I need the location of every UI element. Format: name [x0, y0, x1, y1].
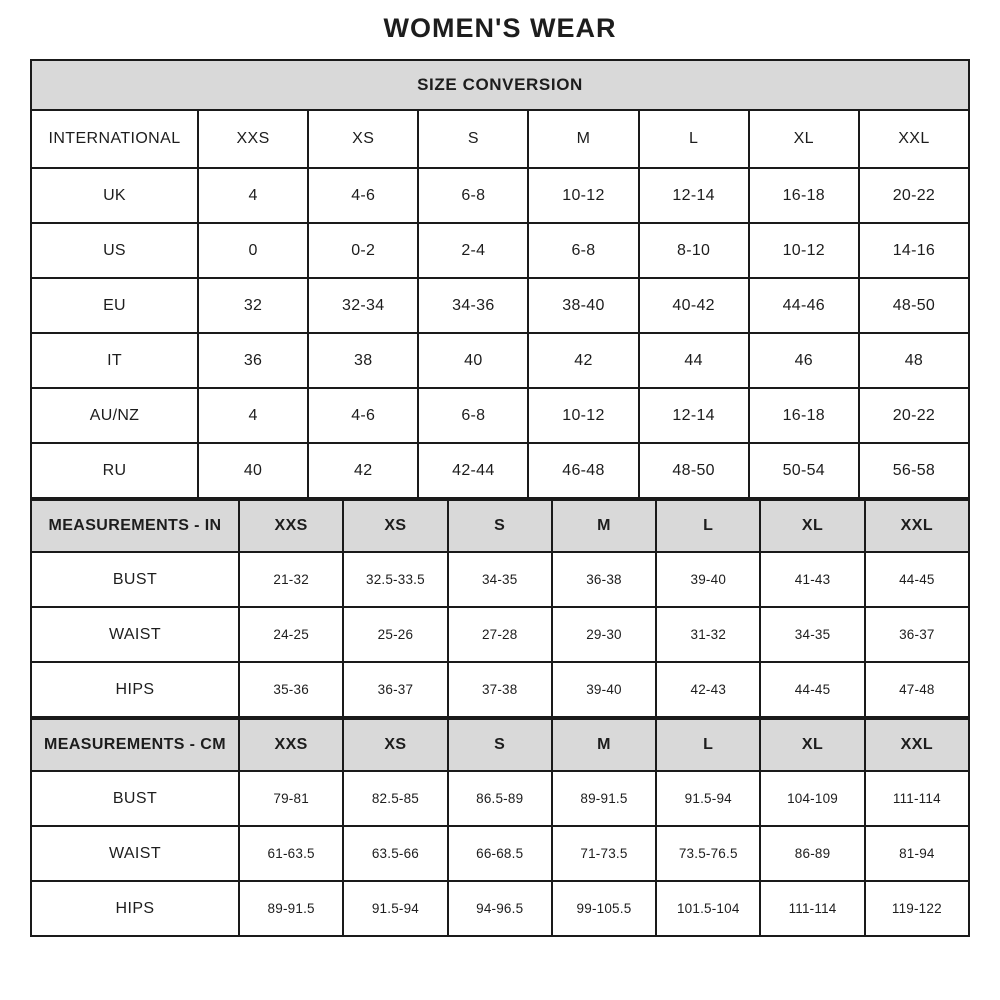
value-cell: 36-37 — [865, 607, 969, 662]
row-label: UK — [31, 168, 198, 223]
table-row — [31, 771, 969, 826]
value-cell: 111-114 — [865, 771, 969, 826]
row-label: HIPS — [31, 881, 239, 936]
column-header-row — [31, 110, 969, 168]
table-row — [31, 443, 969, 498]
size-column-header: S — [448, 500, 552, 552]
measurements-in-table — [30, 499, 970, 718]
table-row — [31, 881, 969, 936]
value-cell: 104-109 — [760, 771, 864, 826]
value-cell: 46-48 — [528, 443, 638, 498]
value-cell: 14-16 — [859, 223, 969, 278]
value-cell: 91.5-94 — [656, 771, 760, 826]
table-banner-row — [31, 60, 969, 110]
size-column-header: M — [552, 719, 656, 771]
value-cell: 25-26 — [343, 607, 447, 662]
value-cell: 10-12 — [528, 168, 638, 223]
table-banner: SIZE CONVERSION — [31, 60, 969, 110]
value-cell: 36 — [198, 333, 308, 388]
size-column-header: XS — [308, 110, 418, 168]
value-cell: 39-40 — [552, 662, 656, 717]
value-cell: 4 — [198, 388, 308, 443]
size-column-header: XXL — [859, 110, 969, 168]
size-column-header: L — [656, 500, 760, 552]
value-cell: 89-91.5 — [552, 771, 656, 826]
page-title: WOMEN'S WEAR — [383, 13, 617, 43]
row-label: US — [31, 223, 198, 278]
size-column-header: XL — [760, 500, 864, 552]
size-column-header: L — [656, 719, 760, 771]
value-cell: 86-89 — [760, 826, 864, 881]
size-column-header: XXS — [198, 110, 308, 168]
value-cell: 42-44 — [418, 443, 528, 498]
value-cell: 12-14 — [639, 388, 749, 443]
value-cell: 24-25 — [239, 607, 343, 662]
value-cell: 4-6 — [308, 388, 418, 443]
value-cell: 0 — [198, 223, 308, 278]
value-cell: 48-50 — [859, 278, 969, 333]
value-cell: 32.5-33.5 — [343, 552, 447, 607]
size-column-header: XXS — [239, 500, 343, 552]
value-cell: 32 — [198, 278, 308, 333]
value-cell: 4 — [198, 168, 308, 223]
size-column-header: XL — [760, 719, 864, 771]
value-cell: 81-94 — [865, 826, 969, 881]
value-cell: 38 — [308, 333, 418, 388]
value-cell: 8-10 — [639, 223, 749, 278]
row-label: WAIST — [31, 607, 239, 662]
value-cell: 82.5-85 — [343, 771, 447, 826]
value-cell: 32-34 — [308, 278, 418, 333]
table-row — [31, 662, 969, 717]
value-cell: 34-36 — [418, 278, 528, 333]
value-cell: 12-14 — [639, 168, 749, 223]
value-cell: 29-30 — [552, 607, 656, 662]
value-cell: 111-114 — [760, 881, 864, 936]
value-cell: 48 — [859, 333, 969, 388]
value-cell: 0-2 — [308, 223, 418, 278]
value-cell: 39-40 — [656, 552, 760, 607]
value-cell: 47-48 — [865, 662, 969, 717]
table-row — [31, 168, 969, 223]
value-cell: 42-43 — [656, 662, 760, 717]
region-column-header: INTERNATIONAL — [31, 110, 198, 168]
column-header-row — [31, 719, 969, 771]
row-label: WAIST — [31, 826, 239, 881]
value-cell: 35-36 — [239, 662, 343, 717]
value-cell: 38-40 — [528, 278, 638, 333]
value-cell: 20-22 — [859, 168, 969, 223]
value-cell: 66-68.5 — [448, 826, 552, 881]
row-label: BUST — [31, 552, 239, 607]
table-row — [31, 607, 969, 662]
size-column-header: XL — [749, 110, 859, 168]
size-column-header: XXL — [865, 719, 969, 771]
size-column-header: L — [639, 110, 749, 168]
value-cell: 48-50 — [639, 443, 749, 498]
size-column-header: M — [552, 500, 656, 552]
value-cell: 40 — [198, 443, 308, 498]
value-cell: 4-6 — [308, 168, 418, 223]
value-cell: 73.5-76.5 — [656, 826, 760, 881]
size-conversion-table — [30, 59, 970, 499]
value-cell: 16-18 — [749, 168, 859, 223]
value-cell: 63.5-66 — [343, 826, 447, 881]
table-title-cell: MEASUREMENTS - IN — [31, 500, 239, 552]
size-column-header: XS — [343, 500, 447, 552]
row-label: BUST — [31, 771, 239, 826]
value-cell: 16-18 — [749, 388, 859, 443]
value-cell: 10-12 — [528, 388, 638, 443]
table-row — [31, 333, 969, 388]
value-cell: 99-105.5 — [552, 881, 656, 936]
value-cell: 41-43 — [760, 552, 864, 607]
value-cell: 36-37 — [343, 662, 447, 717]
size-column-header: XXL — [865, 500, 969, 552]
column-header-row — [31, 500, 969, 552]
size-column-header: M — [528, 110, 638, 168]
table-row — [31, 278, 969, 333]
value-cell: 20-22 — [859, 388, 969, 443]
size-column-header: S — [448, 719, 552, 771]
value-cell: 50-54 — [749, 443, 859, 498]
table-row — [31, 552, 969, 607]
value-cell: 6-8 — [418, 388, 528, 443]
value-cell: 86.5-89 — [448, 771, 552, 826]
table-row — [31, 223, 969, 278]
value-cell: 46 — [749, 333, 859, 388]
value-cell: 71-73.5 — [552, 826, 656, 881]
value-cell: 101.5-104 — [656, 881, 760, 936]
value-cell: 40 — [418, 333, 528, 388]
size-column-header: XS — [343, 719, 447, 771]
value-cell: 44 — [639, 333, 749, 388]
value-cell: 6-8 — [528, 223, 638, 278]
value-cell: 89-91.5 — [239, 881, 343, 936]
value-cell: 56-58 — [859, 443, 969, 498]
value-cell: 27-28 — [448, 607, 552, 662]
value-cell: 36-38 — [552, 552, 656, 607]
value-cell: 79-81 — [239, 771, 343, 826]
value-cell: 44-45 — [760, 662, 864, 717]
value-cell: 44-45 — [865, 552, 969, 607]
value-cell: 31-32 — [656, 607, 760, 662]
value-cell: 61-63.5 — [239, 826, 343, 881]
value-cell: 2-4 — [418, 223, 528, 278]
row-label: RU — [31, 443, 198, 498]
value-cell: 10-12 — [749, 223, 859, 278]
value-cell: 44-46 — [749, 278, 859, 333]
value-cell: 34-35 — [448, 552, 552, 607]
value-cell: 21-32 — [239, 552, 343, 607]
value-cell: 37-38 — [448, 662, 552, 717]
row-label: AU/NZ — [31, 388, 198, 443]
table-row — [31, 826, 969, 881]
size-column-header: XXS — [239, 719, 343, 771]
value-cell: 42 — [528, 333, 638, 388]
value-cell: 42 — [308, 443, 418, 498]
row-label: HIPS — [31, 662, 239, 717]
value-cell: 40-42 — [639, 278, 749, 333]
row-label: IT — [31, 333, 198, 388]
table-title-cell: MEASUREMENTS - CM — [31, 719, 239, 771]
size-column-header: S — [418, 110, 528, 168]
value-cell: 6-8 — [418, 168, 528, 223]
value-cell: 91.5-94 — [343, 881, 447, 936]
value-cell: 34-35 — [760, 607, 864, 662]
measurements-cm-table — [30, 718, 970, 937]
table-row — [31, 388, 969, 443]
row-label: EU — [31, 278, 198, 333]
value-cell: 119-122 — [865, 881, 969, 936]
value-cell: 94-96.5 — [448, 881, 552, 936]
